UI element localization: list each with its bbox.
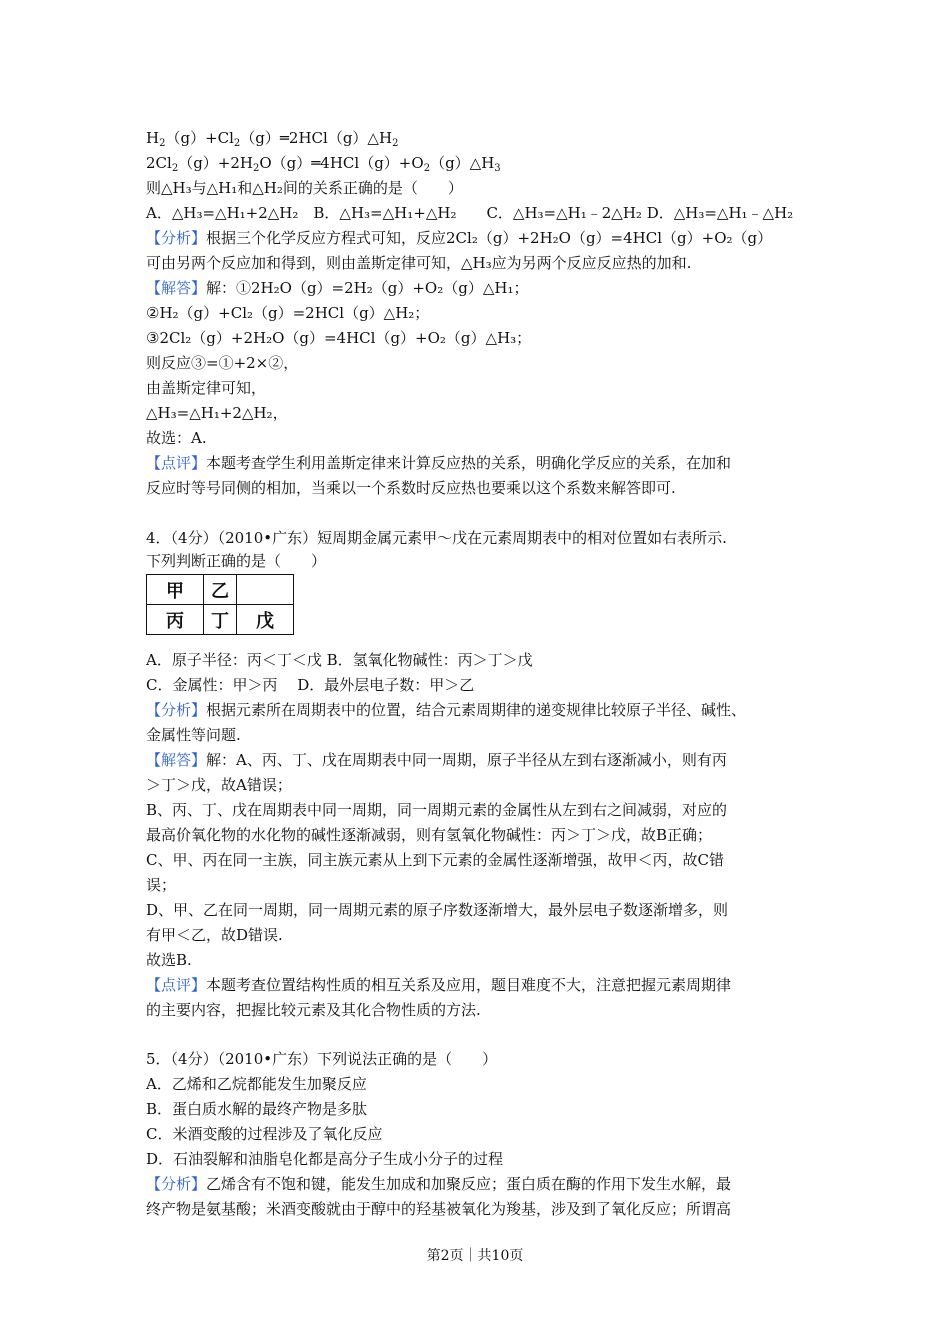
answer-line: 误； xyxy=(146,876,177,894)
equation-line: $H_2(g)+Cl_2(g)═2HCl(g)\triangle H_2$ xyxy=(146,129,399,149)
answer-line: ＞丁＞戊，故A错误； xyxy=(146,776,292,794)
answer-tag: 【解答】 xyxy=(146,279,207,297)
page-footer: 第2页｜共10页 xyxy=(426,1248,524,1264)
comment-tag: 【点评】 xyxy=(146,454,207,472)
question-option: C．米酒变酸的过程涉及了氧化反应 xyxy=(146,1125,383,1143)
answer-line: B、丙、丁、戊在周期表中同一周期，同一周期元素的金属性从左到右之间减弱，对应的 xyxy=(146,801,728,819)
answer-line: 则反应③=①+2×②， xyxy=(146,354,299,372)
answer-line: 故选B. xyxy=(146,951,192,969)
analysis-line: 可由另两个反应加和得到，则由盖斯定律可知，△H₃应为另两个反应反应热的加和. xyxy=(146,254,692,272)
equation-line: $2Cl_2(g)+2H_2O(g)═4HCl(g)+O_2(g)\triangle H_3$ xyxy=(146,154,501,174)
question-stem: 4．（4分）（2010•广东）短周期金属元素甲～戊在元素周期表中的相对位置如右表所示. xyxy=(146,529,727,547)
question-option: A．乙烯和乙烷都能发生加聚反应 xyxy=(146,1075,367,1093)
comment-tag: 【点评】 xyxy=(146,976,207,994)
analysis-tag: 【分析】 xyxy=(146,701,207,719)
table-cell xyxy=(237,575,294,605)
answer-line: 【解答】解：①2H₂O（g）=2H₂（g）+O₂（g）△H₁； xyxy=(146,279,529,297)
analysis-line: 【分析】根据元素所在周期表中的位置，结合元素周期律的递变规律比较原子半径、碱性、 xyxy=(146,701,747,719)
answer-line: 最高价氧化物的水化物的碱性逐渐减弱，则有氢氧化物碱性：丙＞丁＞戊，故B正确； xyxy=(146,826,713,844)
comment-line: 【点评】本题考查学生利用盖斯定律来计算反应热的关系，明确化学反应的关系，在加和 xyxy=(146,454,732,472)
question-stem: 下列判断正确的是（ ） xyxy=(146,552,327,570)
question-stem: 则△H₃与△H₁和△H₂间的关系正确的是（ ） xyxy=(146,179,463,197)
analysis-tag: 【分析】 xyxy=(146,1175,207,1193)
question-options: A．△H₃=△H₁+2△H₂ B．△H₃=△H₁+△H₂ C．△H₃=△H₁﹣2△H₂ D．△H₃=△H₁﹣△H₂ xyxy=(146,204,794,222)
answer-line: ②H₂（g）+Cl₂（g）=2HCl（g）△H₂； xyxy=(146,304,430,322)
question-option: D．石油裂解和油脂皂化都是高分子生成小分子的过程 xyxy=(146,1150,504,1168)
table-cell: 丙 xyxy=(147,605,204,635)
answer-line: ③2Cl₂（g）+2H₂O（g）=4HCl（g）+O₂（g）△H₃； xyxy=(146,329,532,347)
analysis-line: 【分析】乙烯含有不饱和键，能发生加成和加聚反应；蛋白质在酶的作用下发生水解，最 xyxy=(146,1175,732,1193)
periodic-table-fragment xyxy=(146,574,294,635)
analysis-line: 【分析】根据三个化学反应方程式可知，反应2Cl₂（g）+2H₂O（g）=4HCl（g）+O₂（g） xyxy=(146,229,773,247)
question-options: A．原子半径：丙＜丁＜戊 B．氢氧化物碱性：丙＞丁＞戊 xyxy=(146,651,533,669)
answer-line: 故选：A. xyxy=(146,429,207,447)
analysis-line: 金属性等问题. xyxy=(146,726,241,744)
answer-line: 由盖斯定律可知， xyxy=(146,379,267,397)
table-cell: 乙 xyxy=(204,575,237,605)
question-stem: 5．（4分）（2010•广东）下列说法正确的是（ ） xyxy=(146,1050,498,1068)
question-options: C．金属性：甲＞丙 D．最外层电子数：甲＞乙 xyxy=(146,676,475,694)
answer-line: 有甲＜乙，故D错误. xyxy=(146,926,283,944)
comment-line: 反应时等号同侧的相加，当乘以一个系数时反应热也要乘以这个系数来解答即可. xyxy=(146,479,676,497)
answer-tag: 【解答】 xyxy=(146,751,207,769)
answer-line: △H₃=△H₁+2△H₂， xyxy=(146,404,288,422)
analysis-tag: 【分析】 xyxy=(146,229,207,247)
comment-line: 的主要内容，把握比较元素及其化合物性质的方法. xyxy=(146,1001,481,1019)
question-option: B．蛋白质水解的最终产物是多肽 xyxy=(146,1100,368,1118)
table-cell: 甲 xyxy=(147,575,204,605)
comment-line: 【点评】本题考查位置结构性质的相互关系及应用，题目难度不大，注意把握元素周期律 xyxy=(146,976,732,994)
table-cell: 戊 xyxy=(237,605,294,635)
table-cell: 丁 xyxy=(204,605,237,635)
answer-line: C、甲、丙在同一主族，同主族元素从上到下元素的金属性逐渐增强，故甲＜丙，故C错 xyxy=(146,851,724,869)
analysis-line: 终产物是氨基酸；米酒变酸就由于醇中的羟基被氧化为羧基，涉及到了氧化反应；所谓高 xyxy=(146,1200,732,1218)
answer-line: D、甲、乙在同一周期，同一周期元素的原子序数逐渐增大，最外层电子数逐渐增多，则 xyxy=(146,901,729,919)
answer-line: 【解答】解：A、丙、丁、戊在周期表中同一周期，原子半径从左到右逐渐减小，则有丙 xyxy=(146,751,727,769)
